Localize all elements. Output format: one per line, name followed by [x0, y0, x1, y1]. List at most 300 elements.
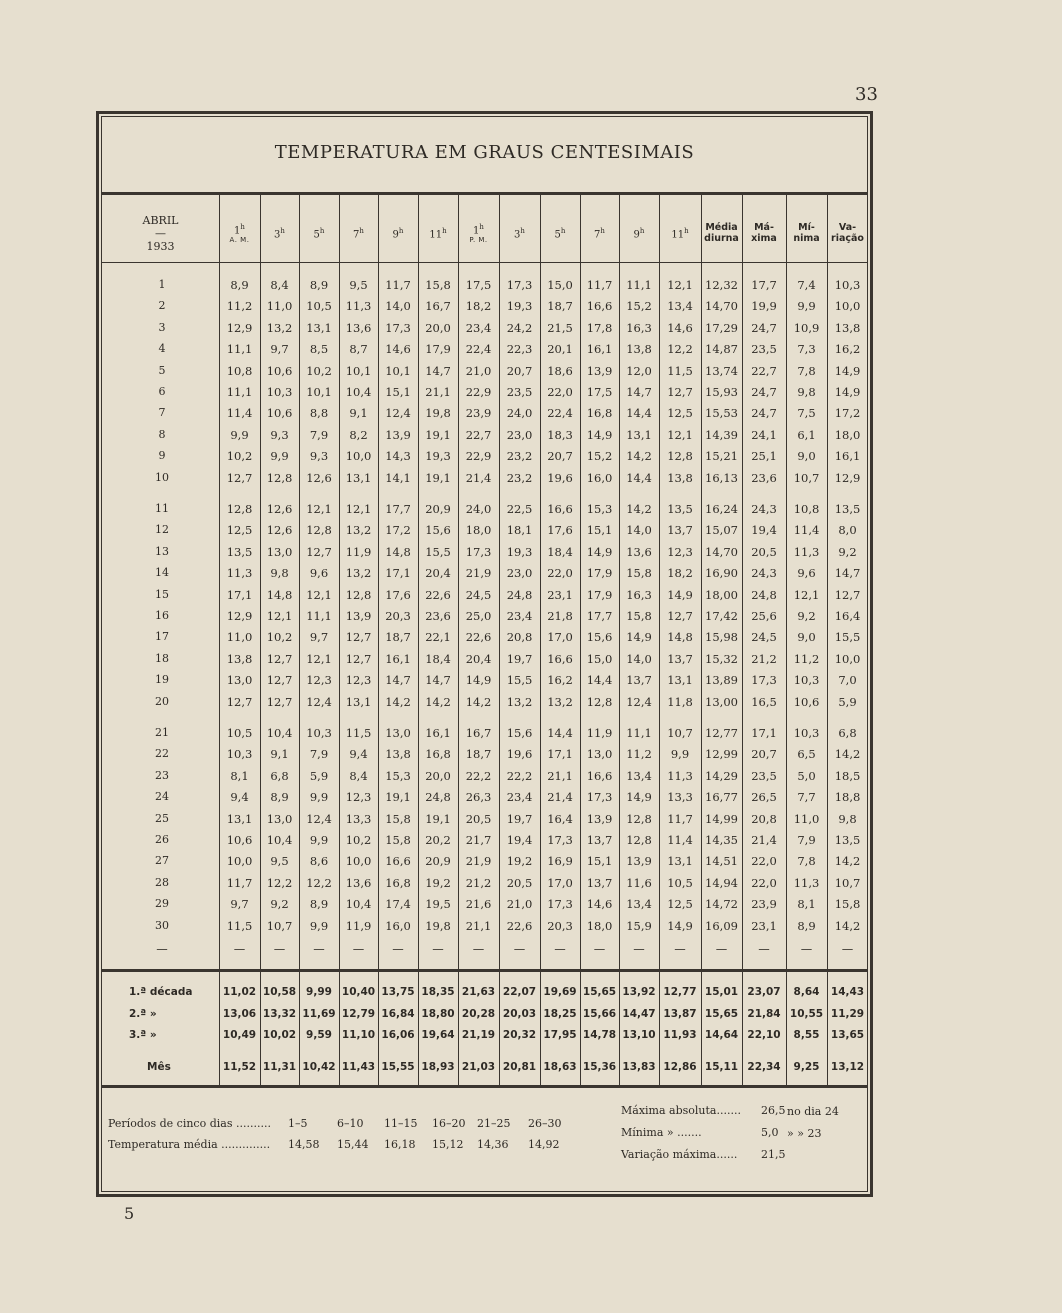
- table-cell: 13,6: [345, 320, 372, 335]
- table-cell: 24,1: [751, 427, 777, 442]
- table-cell: 16,6: [385, 854, 411, 869]
- table-cell: 21,1: [425, 385, 451, 399]
- summary-cell: 8,64: [793, 986, 820, 998]
- table-cell: 11,6: [626, 875, 652, 890]
- header-stat-line2: nima: [793, 233, 820, 244]
- summary-cell: 20,03: [502, 1008, 537, 1020]
- table-cell: 23,1: [751, 918, 777, 933]
- day-label: 3: [158, 320, 166, 334]
- table-cell: 13,1: [667, 854, 693, 869]
- table-cell: 14,7: [425, 673, 451, 688]
- summary-row: [0, 1005, 1062, 1023]
- table-cell: 10,8: [226, 363, 253, 378]
- table-cell: 26,5: [751, 790, 777, 805]
- day-label: 11: [155, 502, 169, 515]
- header-hour-cell: [499, 204, 540, 262]
- table-cell: 14,4: [626, 470, 652, 485]
- table-cell: 13,74: [705, 363, 738, 378]
- table-cell: 15,8: [385, 811, 411, 826]
- table-cell: 21,2: [465, 875, 492, 890]
- table-cell: 12,8: [266, 470, 293, 485]
- table-cell: 14,6: [586, 897, 613, 912]
- table-cell: 12,7: [834, 587, 861, 602]
- table-row: [0, 276, 1062, 294]
- table-cell: 12,6: [266, 502, 293, 516]
- table-cell: 12,4: [385, 406, 411, 421]
- table-cell: 23,1: [547, 587, 573, 602]
- table-cell: 7,3: [797, 342, 816, 357]
- table-cell: 9,4: [230, 790, 249, 805]
- table-cell: 16,8: [385, 875, 411, 890]
- table-cell: 21,6: [465, 897, 492, 912]
- table-cell: 9,9: [270, 449, 289, 464]
- table-cell: 13,7: [626, 673, 652, 688]
- table-cell: 15,3: [586, 502, 613, 516]
- table-cell: 24,7: [751, 385, 777, 399]
- table-cell: 15,9: [626, 918, 652, 933]
- table-cell: 23,9: [751, 897, 777, 912]
- table-cell: 17,1: [226, 587, 253, 602]
- table-cell: 14,51: [705, 854, 738, 869]
- dash-cell: —: [513, 942, 526, 956]
- table-cell: 7,8: [797, 854, 816, 869]
- table-cell: 24,0: [465, 502, 492, 516]
- table-cell: 12,9: [226, 320, 253, 335]
- summary-cell: 21,03: [461, 1061, 496, 1073]
- table-row: [0, 564, 1062, 582]
- header-hour-cell: [659, 204, 701, 262]
- summary-cell: 14,43: [830, 986, 865, 998]
- table-cell: 22,0: [751, 854, 777, 869]
- table-cell: 13,8: [626, 342, 652, 357]
- header-hour-label: 7$^h$: [594, 226, 605, 241]
- summary-cell: 9,59: [306, 1029, 332, 1041]
- table-cell: 14,2: [834, 854, 861, 869]
- table-cell: 24,7: [751, 406, 777, 421]
- table-cell: 21,1: [465, 918, 492, 933]
- table-cell: 23,0: [506, 427, 533, 442]
- table-cell: 9,2: [270, 897, 289, 912]
- table-row: [0, 895, 1062, 913]
- min-abs-label: Mínima » .......: [621, 1126, 702, 1139]
- table-cell: 9,3: [309, 449, 329, 464]
- table-cell: 20,1: [547, 342, 573, 357]
- table-cell: 10,6: [793, 694, 820, 709]
- table-cell: 8,4: [270, 278, 289, 292]
- table-cell: 11,7: [667, 811, 693, 826]
- header-stat-line2: xima: [751, 233, 777, 244]
- table-cell: 19,2: [425, 875, 451, 890]
- day-label: 1: [158, 278, 166, 291]
- summary-cell: 15,11: [704, 1061, 739, 1073]
- day-label: 27: [155, 854, 169, 868]
- summary-cell: 18,25: [543, 1008, 577, 1020]
- table-cell: 14,2: [834, 747, 861, 762]
- header-stat-line1: Média: [705, 222, 738, 233]
- table-cell: 19,1: [425, 427, 451, 442]
- table-cell: 17,8: [586, 320, 613, 335]
- period-range: 11–15: [384, 1117, 418, 1130]
- table-cell: 11,4: [667, 833, 693, 847]
- table-cell: 14,9: [586, 427, 613, 442]
- table-cell: 9,8: [797, 385, 816, 399]
- table-cell: 14,9: [626, 790, 652, 805]
- table-cell: 14,70: [705, 544, 738, 559]
- table-cell: 9,9: [230, 427, 249, 442]
- table-cell: 21,9: [465, 854, 492, 869]
- table-cell: 12,5: [667, 406, 693, 421]
- table-cell: 15,0: [547, 278, 573, 292]
- table-cell: 17,1: [547, 747, 573, 762]
- table-cell: 22,5: [506, 502, 533, 516]
- table-cell: 10,3: [266, 385, 293, 399]
- table-cell: 19,6: [547, 470, 573, 485]
- table-cell: 11,1: [226, 342, 253, 357]
- table-cell: 19,7: [506, 651, 533, 666]
- table-cell: 7,4: [797, 278, 816, 292]
- summary-cell: 13,32: [262, 1008, 297, 1020]
- temp-media-label: Temperatura média ..............: [108, 1138, 271, 1151]
- table-cell: 10,1: [385, 363, 411, 378]
- table-cell: 14,9: [834, 363, 861, 378]
- summary-cell: 13,87: [663, 1008, 697, 1020]
- table-cell: 13,5: [667, 502, 693, 516]
- table-cell: 16,1: [586, 342, 613, 357]
- table-cell: 9,9: [670, 747, 690, 762]
- table-cell: 13,7: [586, 833, 613, 847]
- table-cell: 11,2: [226, 299, 253, 314]
- table-cell: 12,7: [226, 694, 253, 709]
- table-cell: 25,6: [751, 609, 777, 623]
- table-row: [0, 788, 1062, 806]
- table-cell: 19,3: [506, 299, 533, 314]
- table-cell: 16,6: [547, 651, 573, 666]
- table-cell: 11,3: [667, 768, 693, 783]
- table-cell: 13,7: [667, 651, 693, 666]
- table-cell: 12,3: [306, 673, 332, 688]
- table-cell: 12,1: [306, 651, 332, 666]
- summary-cell: 11,52: [222, 1061, 257, 1073]
- table-cell: 15,53: [705, 406, 738, 421]
- table-cell: 17,0: [547, 630, 573, 645]
- table-cell: 8,1: [797, 897, 816, 912]
- day-label: 17: [155, 630, 169, 644]
- table-cell: 14,6: [385, 342, 411, 357]
- table-cell: 22,0: [751, 875, 777, 890]
- table-cell: 13,0: [266, 544, 293, 559]
- table-cell: 12,6: [306, 470, 332, 485]
- max-abs-value: 26,5: [761, 1104, 786, 1117]
- table-cell: 23,9: [465, 406, 492, 421]
- dash-cell: —: [273, 942, 286, 956]
- day-label: 30: [155, 918, 169, 932]
- table-cell: 15,1: [586, 854, 613, 869]
- summary-cell: 19,69: [543, 986, 577, 998]
- header-hour-cell: [219, 204, 260, 262]
- header-hour-cell: [339, 204, 378, 262]
- summary-row: [0, 1058, 1062, 1076]
- table-cell: 8,8: [309, 406, 329, 421]
- table-cell: 16,1: [834, 449, 861, 464]
- header-stat-cell: [827, 204, 868, 262]
- table-cell: 13,3: [345, 811, 372, 826]
- table-cell: 18,4: [547, 544, 573, 559]
- table-cell: 10,9: [793, 320, 820, 335]
- table-title: TEMPERATURA EM GRAUS CENTESIMAIS: [274, 142, 695, 163]
- table-cell: 9,0: [797, 449, 816, 464]
- table-cell: 11,1: [626, 726, 652, 740]
- summary-cell: 22,34: [747, 1061, 781, 1073]
- table-cell: 17,9: [425, 342, 451, 357]
- table-cell: 15,2: [586, 449, 613, 464]
- header-hour-label: 3$^h$: [514, 226, 525, 241]
- table-cell: 25,1: [751, 449, 777, 464]
- table-cell: 13,2: [345, 523, 372, 538]
- table-cell: 23,4: [506, 790, 533, 805]
- table-cell: 19,9: [751, 299, 777, 314]
- table-cell: 22,7: [751, 363, 777, 378]
- table-cell: 21,8: [547, 609, 573, 623]
- table-cell: 14,9: [586, 544, 613, 559]
- table-cell: 12,32: [705, 278, 738, 292]
- table-cell: 14,0: [626, 523, 652, 538]
- summary-cell: 13,75: [381, 986, 415, 998]
- summary-cell: 13,06: [222, 1008, 257, 1020]
- table-cell: 21,9: [465, 566, 492, 581]
- period-range: 1–5: [288, 1117, 308, 1130]
- var-max-value: 21,5: [761, 1148, 786, 1161]
- table-cell: 15,5: [834, 630, 861, 645]
- dash-cell: —: [674, 942, 686, 956]
- header-stat-cell: [701, 204, 742, 262]
- table-cell: 16,3: [626, 320, 652, 335]
- table-cell: 21,1: [547, 768, 573, 783]
- table-cell: 11,8: [667, 694, 693, 709]
- table-cell: 17,6: [547, 523, 573, 538]
- table-cell: 10,2: [226, 449, 253, 464]
- table-cell: 17,42: [705, 609, 738, 623]
- dash-cell: —: [392, 942, 404, 956]
- table-cell: 18,2: [667, 566, 693, 581]
- table-cell: 17,2: [834, 406, 861, 421]
- table-cell: 12,1: [345, 502, 372, 516]
- table-cell: 14,94: [705, 875, 738, 890]
- summary-cell: 20,28: [461, 1008, 496, 1020]
- table-cell: 24,8: [506, 587, 533, 602]
- table-cell: 19,4: [506, 833, 533, 847]
- table-cell: 10,4: [266, 726, 293, 740]
- table-row: [0, 607, 1062, 625]
- table-cell: 18,7: [385, 630, 411, 645]
- table-cell: 15,6: [425, 523, 451, 538]
- table-cell: 24,2: [506, 320, 533, 335]
- table-cell: 13,4: [667, 299, 693, 314]
- day-label: 14: [155, 566, 169, 580]
- day-label: 8: [158, 427, 166, 441]
- table-cell: 13,1: [345, 470, 372, 485]
- day-label: 22: [155, 747, 169, 761]
- summary-cell: 8,55: [793, 1029, 820, 1041]
- table-cell: 18,6: [547, 363, 573, 378]
- table-cell: 11,7: [586, 278, 613, 292]
- table-cell: 21,5: [547, 320, 573, 335]
- table-cell: 17,1: [751, 726, 777, 740]
- table-cell: 23,6: [425, 609, 451, 623]
- page-number: 33: [855, 84, 878, 105]
- period-temp: 15,12: [432, 1138, 464, 1151]
- table-cell: 12,2: [306, 875, 332, 890]
- table-cell: 15,2: [626, 299, 652, 314]
- day-label: 12: [155, 523, 169, 537]
- table-cell: 11,5: [345, 726, 372, 740]
- table-cell: 10,6: [266, 406, 293, 421]
- table-cell: 23,4: [465, 320, 492, 335]
- table-cell: 19,3: [425, 449, 451, 464]
- table-cell: 20,7: [506, 363, 533, 378]
- table-cell: 16,6: [586, 299, 613, 314]
- summary-cell: 11,43: [341, 1061, 376, 1073]
- table-cell: 12,2: [667, 342, 693, 357]
- table-cell: 14,9: [667, 587, 693, 602]
- summary-cell: 13,65: [830, 1029, 865, 1041]
- table-cell: 11,5: [226, 918, 253, 933]
- table-cell: 13,6: [345, 875, 372, 890]
- table-cell: 13,3: [667, 790, 693, 805]
- table-cell: 13,1: [345, 694, 372, 709]
- header-hour-label: 1$^h$: [473, 222, 484, 237]
- table-cell: 10,8: [793, 502, 820, 516]
- table-cell: 16,24: [705, 502, 738, 516]
- table-cell: 13,9: [586, 811, 613, 826]
- table-cell: 22,6: [425, 587, 451, 602]
- dash-cell: —: [715, 942, 728, 956]
- table-cell: 13,8: [385, 747, 411, 762]
- table-cell: 14,8: [385, 544, 411, 559]
- table-cell: 11,7: [226, 875, 253, 890]
- table-cell: 23,5: [751, 342, 777, 357]
- table-cell: 14,4: [626, 406, 652, 421]
- table-cell: 23,6: [751, 470, 777, 485]
- table-cell: 8,2: [349, 427, 368, 442]
- table-cell: 7,9: [797, 833, 816, 847]
- table-cell: 18,7: [465, 747, 492, 762]
- summary-label: 3.ª »: [129, 1029, 157, 1041]
- day-label: 9: [158, 449, 166, 463]
- day-label: 26: [155, 833, 169, 846]
- periods-label: Períodos de cinco dias ..........: [108, 1117, 271, 1130]
- table-cell: 10,0: [345, 449, 372, 464]
- header-stat-line2: riação: [831, 233, 864, 244]
- table-cell: 14,1: [385, 470, 411, 485]
- table-cell: 11,0: [793, 811, 820, 826]
- table-cell: 15,0: [586, 651, 613, 666]
- table-cell: 20,8: [506, 630, 533, 645]
- table-cell: 17,6: [385, 587, 411, 602]
- summary-cell: 13,10: [622, 1029, 656, 1041]
- table-cell: 10,7: [266, 918, 293, 933]
- summary-cell: 15,65: [582, 986, 617, 998]
- table-cell: 8,6: [309, 854, 329, 869]
- table-cell: 15,32: [705, 651, 738, 666]
- summary-cell: 16,84: [381, 1008, 415, 1020]
- header-month: ABRIL: [142, 213, 179, 227]
- table-cell: 14,6: [667, 320, 693, 335]
- table-cell: 12,3: [667, 544, 693, 559]
- table-cell: 14,0: [626, 651, 652, 666]
- table-cell: 14,87: [705, 342, 738, 357]
- dash-cell: —: [352, 942, 365, 956]
- table-cell: 22,9: [465, 385, 492, 399]
- table-cell: 13,5: [834, 833, 861, 847]
- table-cell: 10,0: [834, 651, 861, 666]
- table-cell: 11,3: [226, 566, 253, 581]
- table-cell: 12,9: [834, 470, 861, 485]
- table-cell: 18,4: [425, 651, 451, 666]
- table-cell: 12,5: [667, 897, 693, 912]
- table-cell: 11,5: [667, 363, 693, 378]
- day-label: 19: [155, 673, 169, 687]
- table-cell: 12,8: [586, 694, 613, 709]
- table-cell: 12,4: [306, 694, 332, 709]
- table-cell: 22,4: [465, 342, 492, 357]
- table-cell: 23,2: [506, 470, 533, 485]
- header-hour-cell: [458, 204, 499, 262]
- table-cell: 12,3: [345, 790, 372, 805]
- table-cell: 13,5: [834, 502, 861, 516]
- table-cell: 15,8: [626, 566, 652, 581]
- table-cell: 14,7: [425, 363, 451, 378]
- table-cell: 16,8: [425, 747, 451, 762]
- day-label: 10: [155, 470, 169, 484]
- table-cell: 5,9: [838, 694, 857, 709]
- table-cell: 13,0: [226, 673, 253, 688]
- header-hour-ampm: A. M.: [229, 236, 250, 245]
- table-cell: 20,5: [465, 811, 492, 826]
- table-cell: 13,2: [266, 320, 293, 335]
- header-stat-cell: [742, 204, 786, 262]
- table-cell: 18,1: [506, 523, 533, 538]
- table-cell: 20,0: [425, 320, 451, 335]
- period-range: 21–25: [477, 1117, 511, 1130]
- table-cell: 13,7: [586, 875, 613, 890]
- table-cell: 11,4: [226, 406, 253, 421]
- table-cell: 18,0: [834, 427, 861, 442]
- table-cell: 9,2: [838, 544, 857, 559]
- table-cell: 18,0: [586, 918, 613, 933]
- table-cell: 13,8: [226, 651, 253, 666]
- header-stat-line2: diurna: [704, 233, 739, 244]
- table-cell: 15,8: [834, 897, 861, 912]
- summary-cell: 11,69: [302, 1008, 336, 1020]
- table-cell: 15,98: [705, 630, 738, 645]
- header-stat-line1: Mí-: [798, 222, 815, 233]
- table-cell: 16,4: [547, 811, 573, 826]
- table-cell: 17,9: [586, 587, 613, 602]
- table-cell: 22,1: [425, 630, 451, 645]
- day-label: 24: [155, 790, 169, 804]
- header-hour-label: 5$^h$: [554, 226, 566, 241]
- table-cell: 11,4: [793, 523, 820, 538]
- max-abs-suffix: no dia 24: [787, 1105, 839, 1118]
- table-cell: 10,6: [226, 833, 253, 847]
- table-cell: 13,0: [586, 747, 613, 762]
- header-hour-cell: [540, 204, 580, 262]
- day-label: 21: [155, 726, 169, 739]
- table-row: [0, 297, 1062, 315]
- dash-cell: —: [758, 942, 770, 956]
- table-cell: 11,3: [793, 544, 820, 559]
- table-cell: 10,3: [793, 726, 820, 740]
